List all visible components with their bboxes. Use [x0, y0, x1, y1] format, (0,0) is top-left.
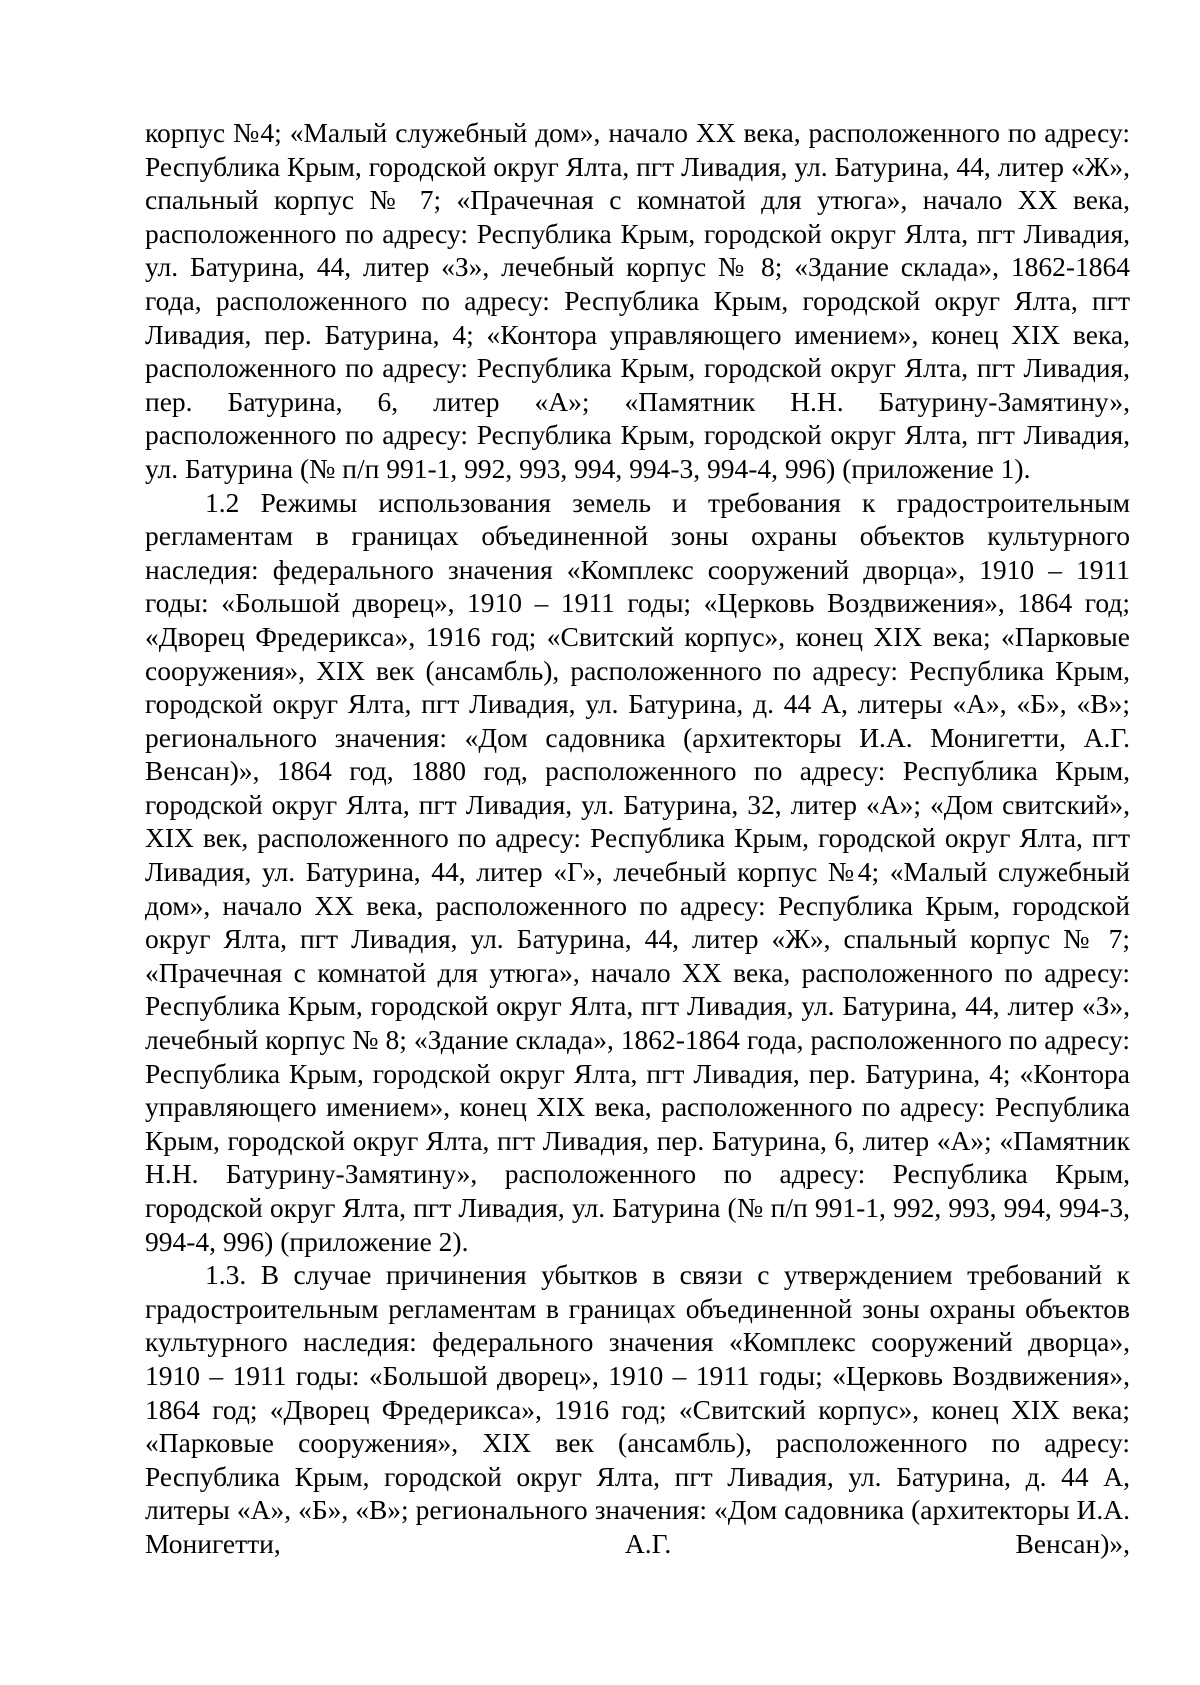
paragraph-1-2: 1.2 Режимы использования земель и требования к градостроительным регламентам в границах объединенной зоны охраны объектов культурного наследия: федерального значения «Комплекс сооружений дворца», 1910 – 1911 годы: «Большой дворец», 1910 – 1911 годы; «Церковь Воздвижения», 1864 год; «Дворец Фредерикса», 1916 год; «Свитский корпус», конец XIX века; «Парковые сооружения», XIX век (ансамбль), расположенного по адресу: Республика Крым, городской округ Ялта, пгт Ливадия, ул. Батурина, д. 44 А, литеры «А», «Б», «В»; регионального значения: «Дом садовника (архитекторы И.А. Монигетти, А.Г. Венсан)», 1864 год, 1880 год, расположенного по адресу: Республика Крым, городской округ Ялта, пгт Ливадия, ул. Батурина, 32, литер «А»; «Дом свитский», XIX век, расположенного по адресу: Республика Крым, городской округ Ялта, пгт Ливадия, ул. Батурина, 44, литер «Г», лечебный корпус №4; «Малый служебный дом», начало XX века, расположенного по адресу: Республика Крым, городской округ Ялта, пгт Ливадия, ул. Батурина, 44, литер «Ж», спальный корпус № 7; «Прачечная с комнатой для утюга», начало XX века, расположенного по адресу: Республика Крым, городской округ Ялта, пгт Ливадия, ул. Батурина, 44, литер «З», лечебный корпус № 8; «Здание склада», 1862-1864 года, расположенного по адресу: Республика Крым, городской округ Ялта, пгт Ливадия, пер. Батурина, 4; «Контора управляющего имением», конец XIX века, расположенного по адресу: Республика Крым, городской округ Ялта, пгт Ливадия, пер. Батурина, 6, литер «А»; «Памятник Н.Н. Батурину-Замятину», расположенного по адресу: Республика Крым, городской округ Ялта, пгт Ливадия, ул. Батурина (№ п/п 991-1, 992, 993, 994, 994-3, 994-4, 996) (приложение 2).	[145, 486, 1130, 1257]
document-body	[145, 116, 1130, 1561]
paragraph-continuation: корпус №4; «Малый служебный дом», начало XX века, расположенного по адресу: Республика Крым, городской округ Ялта, пгт Ливадия, ул. Батурина, 44, литер «Ж», спальный корпус № 7; «Прачечная с комнатой для утюга», начало XX века, расположенного по адресу: Республика Крым, городской округ Ялта, пгт Ливадия, ул. Батурина, 44, литер «З», лечебный корпус № 8; «Здание склада», 1862-1864 года, расположенного по адресу: Республика Крым, городской округ Ялта, пгт Ливадия, пер. Батурина, 4; «Контора управляющего имением», конец XIX века, расположенного по адресу: Республика Крым, городской округ Ялта, пгт Ливадия, пер. Батурина, 6, литер «А»; «Памятник Н.Н. Батурину-Замятину», расположенного по адресу: Республика Крым, городской округ Ялта, пгт Ливадия, ул. Батурина (№ п/п 991-1, 992, 993, 994, 994-3, 994-4, 996) (приложение 1).	[145, 117, 1130, 484]
paragraph-1-3: 1.3. В случае причинения убытков в связи с утверждением требований к градостроительным регламентам в границах объединенной зоны охраны объектов культурного наследия: федерального значения «Комплекс сооружений дворца», 1910 – 1911 годы: «Большой дворец», 1910 – 1911 годы; «Церковь Воздвижения», 1864 год; «Дворец Фредерикса», 1916 год; «Свитский корпус», конец XIX века; «Парковые сооружения», XIX век (ансамбль), расположенного по адресу: Республика Крым, городской округ Ялта, пгт Ливадия, ул. Батурина, д. 44 А, литеры «А», «Б», «В»; регионального значения: «Дом садовника (архитекторы И.А. Монигетти, А.Г. Венсан)»,	[145, 1259, 1130, 1559]
